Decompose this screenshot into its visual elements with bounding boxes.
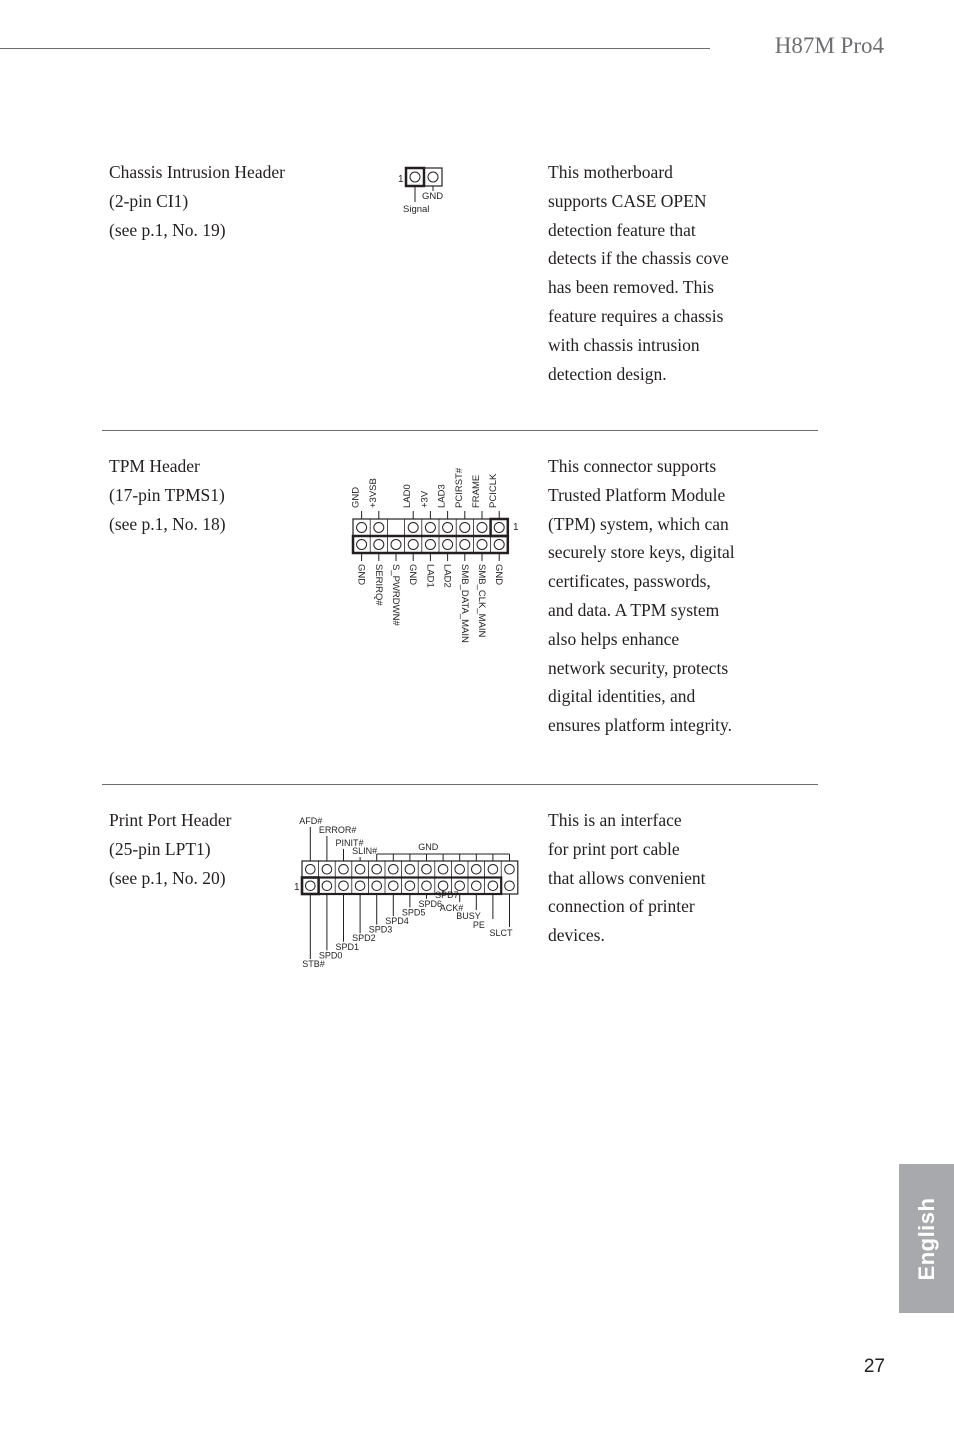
lpt-bottom-pin-label: SPD7 — [435, 890, 459, 901]
pin — [472, 881, 482, 891]
pin1-marker: 1 — [294, 882, 300, 893]
pin — [422, 881, 432, 891]
lpt-bottom-pin-label: SPD0 — [318, 950, 343, 961]
pin — [322, 864, 332, 874]
pin — [455, 864, 465, 874]
pin — [410, 172, 420, 182]
lpt-top-pin-label: PINIT# — [335, 838, 364, 848]
label-line: TPM Header — [109, 456, 200, 476]
desc-line: and data. A TPM system — [548, 599, 720, 620]
pin — [357, 523, 367, 533]
tpm-top-pin-label: LAD0 — [402, 484, 414, 508]
label-line: Chassis Intrusion Header — [109, 162, 285, 182]
tpm-bottom-pin-label: SERIRQ# — [372, 564, 384, 606]
page-header-title: H87M Pro4 — [774, 33, 884, 58]
lpt-gnd-label: GND — [418, 842, 439, 852]
section-divider — [102, 784, 818, 785]
gnd-label: GND — [422, 191, 444, 202]
pin — [477, 540, 487, 550]
pin — [408, 540, 418, 550]
label-line: (see p.1, No. 19) — [109, 220, 226, 240]
pin — [389, 881, 399, 891]
label-line: (25-pin LPT1) — [109, 839, 211, 859]
tpm-top-pin-label: +3VSB — [367, 478, 379, 508]
desc-line: Trusted Platform Module — [548, 484, 726, 505]
label-line: Print Port Header — [109, 810, 232, 830]
pin — [494, 523, 504, 533]
pin — [460, 540, 470, 550]
lpt-bottom-pin-label: SPD2 — [352, 933, 376, 944]
lpt-bottom-pin-label: SLCT — [489, 928, 513, 938]
pin — [339, 881, 349, 891]
desc-line: certificates, passwords, — [548, 571, 711, 592]
pin — [438, 864, 448, 874]
desc-line: (TPM) system, which can — [548, 513, 729, 534]
pin — [488, 864, 498, 874]
tpm-top-pin-label: +3V — [419, 490, 431, 508]
desc-line: digital identities, and — [548, 686, 696, 707]
pin1-square — [406, 168, 424, 186]
print-port-diagram — [290, 810, 530, 980]
lpt-bottom-pin-label: PE — [472, 920, 485, 930]
label-line: (see p.1, No. 18) — [109, 514, 226, 534]
tpm-bottom-pin-label: GND — [493, 564, 505, 586]
pin — [306, 864, 316, 874]
label-line: (2-pin CI1) — [109, 191, 189, 211]
desc-line: This motherboard — [548, 162, 673, 182]
pin — [428, 172, 438, 182]
desc-line: supports CASE OPEN — [548, 190, 707, 211]
pin — [422, 864, 432, 874]
lpt-top-pin-label: AFD# — [299, 816, 323, 826]
pin — [322, 881, 332, 891]
tpm-bottom-pin-label: LAD1 — [424, 564, 436, 588]
pin1-marker: 1 — [513, 522, 519, 533]
desc-line: with chassis intrusion — [548, 334, 700, 355]
lpt-bottom-pin-label: BUSY — [456, 911, 481, 921]
chassis-intrusion-label — [109, 158, 285, 245]
pin — [355, 864, 365, 874]
pin — [405, 864, 415, 874]
pin — [460, 523, 470, 533]
lpt-bottom-pin-label: SPD1 — [335, 941, 360, 952]
pin1-square — [491, 519, 508, 536]
pin — [339, 864, 349, 874]
desc-line: detection feature that — [548, 219, 696, 240]
chassis-intrusion-diagram — [396, 164, 456, 218]
pin — [438, 881, 448, 891]
desc-line: This is an interface — [548, 810, 682, 830]
lpt-bottom-pin-label: ACK# — [439, 903, 464, 913]
tpm-bottom-pin-label: S_PWRDWN# — [390, 564, 401, 626]
pin — [488, 881, 498, 891]
desc-line: for print port cable — [548, 838, 680, 859]
pin — [477, 523, 487, 533]
tpm-header-diagram — [345, 460, 525, 665]
pin — [357, 540, 367, 550]
tpm-bottom-pin-label: GND — [355, 564, 367, 586]
pin — [494, 540, 504, 550]
tpm-top-pin-label: PCIRST# — [453, 467, 465, 508]
label-line: (see p.1, No. 20) — [109, 868, 226, 888]
label-line: (17-pin TPMS1) — [109, 485, 225, 505]
pin — [306, 881, 316, 891]
chassis-intrusion-description — [548, 158, 729, 388]
tpm-description — [548, 452, 735, 740]
lpt-bottom-pin-label: SPD3 — [368, 924, 393, 935]
bottom-row-outline — [353, 536, 508, 553]
desc-line: also helps enhance — [548, 628, 680, 649]
pin1-marker: 1 — [398, 174, 404, 185]
language-tab-label: English — [913, 1197, 939, 1280]
desc-line: This connector supports — [548, 456, 717, 476]
pin — [389, 864, 399, 874]
desc-line: devices. — [548, 925, 605, 946]
tpm-top-pin-label: FRAME — [471, 474, 482, 508]
pin — [355, 881, 365, 891]
language-tab — [899, 1164, 954, 1313]
pin — [408, 523, 418, 533]
pin — [505, 881, 515, 891]
header-rule — [0, 48, 710, 49]
pin — [405, 881, 415, 891]
pin — [374, 523, 384, 533]
pin — [391, 540, 401, 550]
page-number: 27 — [863, 1356, 885, 1377]
pin — [425, 523, 435, 533]
lpt-bottom-pin-label: SPD6 — [418, 898, 443, 909]
pin — [372, 864, 382, 874]
desc-line: feature requires a chassis — [548, 305, 724, 326]
desc-line: detects if the chassis cove — [548, 248, 729, 269]
lpt-top-pin-label: ERROR# — [318, 825, 357, 835]
pin — [374, 540, 384, 550]
desc-line: that allows convenient — [548, 867, 706, 888]
tpm-bottom-pin-label: SMB_CLK_MAIN — [476, 564, 487, 638]
section-divider — [102, 430, 818, 431]
signal-label: Signal — [403, 204, 430, 215]
tpm-header-label — [109, 452, 226, 539]
tpm-top-pin-label: GND — [350, 486, 362, 508]
tpm-bottom-pin-label: LAD2 — [441, 564, 453, 588]
pin — [443, 523, 453, 533]
desc-line: securely store keys, digital — [548, 542, 735, 563]
pin1-square — [302, 878, 319, 895]
print-port-description — [548, 806, 705, 950]
desc-line: connection of printer — [548, 896, 695, 917]
tpm-bottom-pin-label: GND — [407, 564, 419, 586]
print-port-label — [109, 806, 231, 893]
pin — [472, 864, 482, 874]
tpm-top-pin-label: LAD3 — [436, 484, 448, 508]
lpt-bottom-pin-label: STB# — [302, 959, 325, 969]
tpm-bottom-pin-label: SMB_DATA_MAIN — [458, 564, 470, 643]
lpt-top-pin-label: SLIN# — [352, 846, 378, 856]
desc-line: detection design. — [548, 363, 667, 384]
desc-line: ensures platform integrity. — [548, 715, 733, 736]
tpm-top-pin-label: PCICLK — [488, 473, 500, 508]
desc-line: network security, protects — [548, 657, 729, 678]
pin — [455, 881, 465, 891]
pin — [443, 540, 453, 550]
pin — [425, 540, 435, 550]
lpt-bottom-pin-label: SPD5 — [401, 907, 426, 918]
pin — [505, 864, 515, 874]
desc-line: has been removed. This — [548, 277, 714, 298]
pin — [372, 881, 382, 891]
lpt-bottom-pin-label: SPD4 — [385, 916, 409, 926]
